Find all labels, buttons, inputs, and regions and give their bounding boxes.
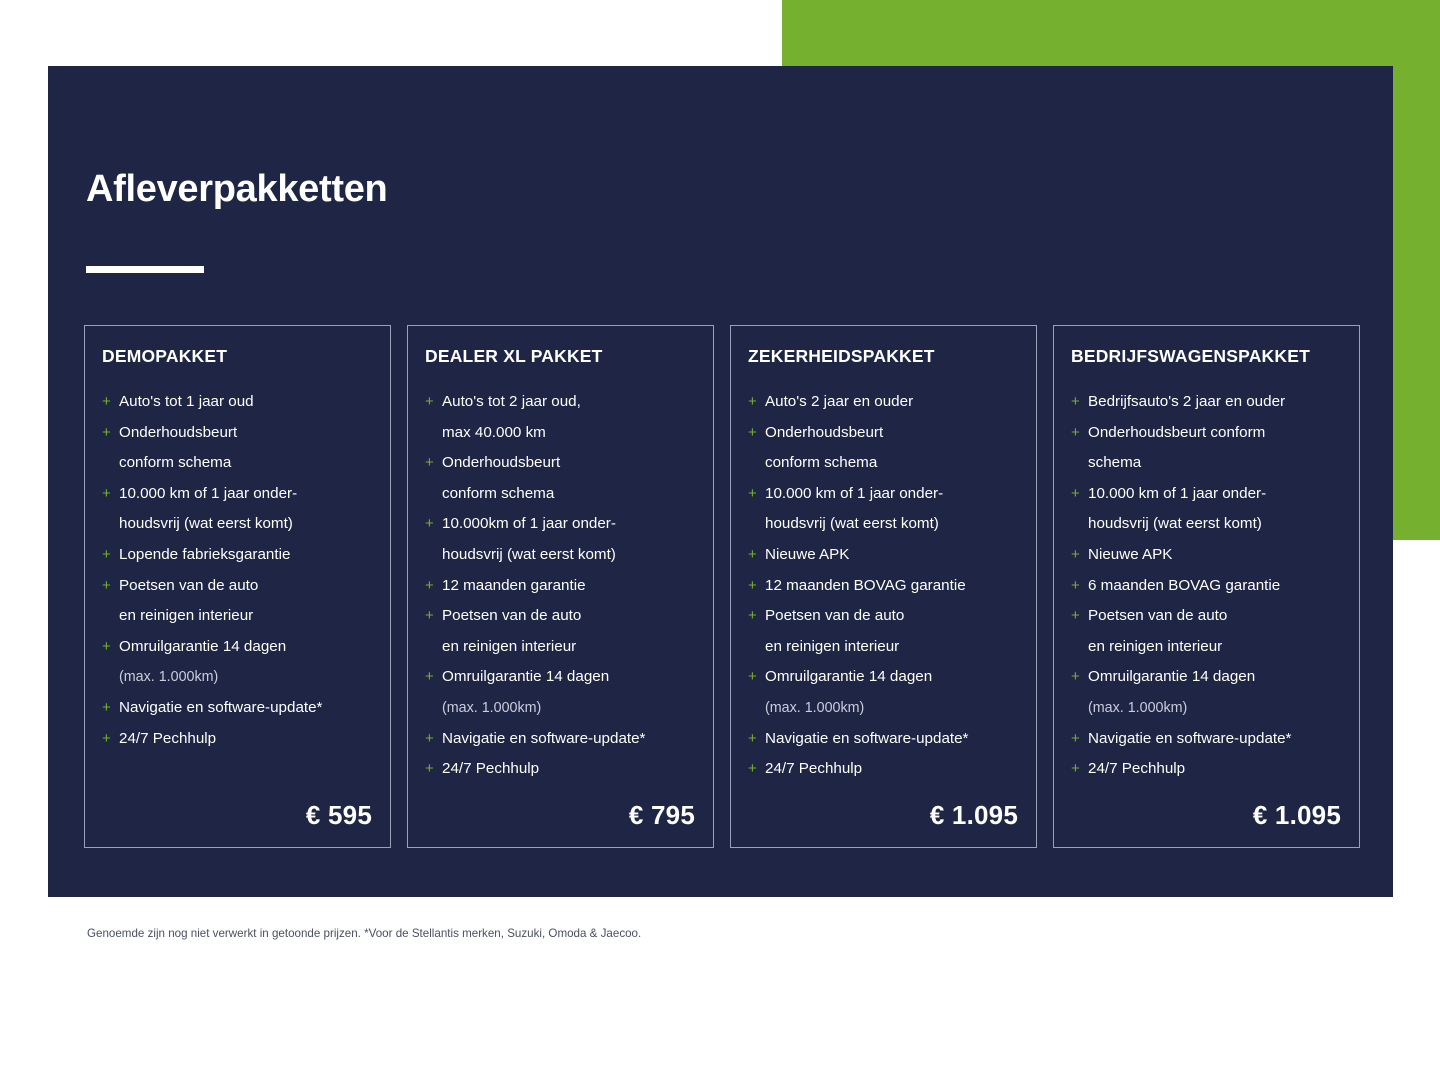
feature-text-continued: en reinigen interieur	[442, 637, 577, 655]
feature-text-continued: schema	[1088, 454, 1142, 472]
plus-icon: +	[102, 484, 111, 502]
feature-text: Onderhoudsbeurt	[119, 423, 238, 441]
feature-text: Poetsen van de auto	[1088, 607, 1228, 625]
feature-subnote: (max. 1.000km)	[119, 669, 219, 686]
feature-item	[1071, 724, 1341, 755]
feature-list	[425, 387, 695, 786]
feature-item	[748, 540, 1018, 571]
feature-subnote: (max. 1.000km)	[1088, 699, 1188, 716]
plus-icon: +	[748, 607, 757, 625]
feature-text: Lopende fabrieksgarantie	[119, 545, 291, 563]
feature-text: 24/7 Pechhulp	[1088, 760, 1186, 778]
plus-icon: +	[748, 576, 757, 594]
feature-text-continued: conform schema	[765, 454, 878, 472]
feature-text-continued: en reinigen interieur	[1088, 637, 1223, 655]
plus-icon: +	[748, 760, 757, 778]
package-card	[730, 325, 1037, 848]
feature-item	[1071, 540, 1341, 571]
feature-item	[1071, 571, 1341, 602]
feature-item	[748, 387, 1018, 418]
feature-item	[425, 601, 695, 662]
plus-icon: +	[425, 668, 434, 686]
plus-icon: +	[1071, 545, 1080, 563]
feature-item	[748, 724, 1018, 755]
feature-item	[1071, 387, 1341, 418]
feature-text: 12 maanden BOVAG garantie	[765, 576, 966, 594]
feature-text: Poetsen van de auto	[765, 607, 905, 625]
plus-icon: +	[748, 484, 757, 502]
package-card-title: BEDRIJFSWAGENSPAKKET	[1071, 346, 1310, 366]
plus-icon: +	[1071, 729, 1080, 747]
feature-text: Onderhoudsbeurt	[442, 454, 561, 472]
feature-text: Omruilgarantie 14 dagen	[119, 637, 287, 655]
feature-text: Omruilgarantie 14 dagen	[1088, 668, 1256, 686]
feature-text: 12 maanden garantie	[442, 576, 586, 594]
plus-icon: +	[102, 637, 111, 655]
feature-text: Omruilgarantie 14 dagen	[442, 668, 610, 686]
feature-text: 10.000 km of 1 jaar onder-	[119, 484, 298, 502]
feature-item	[102, 418, 372, 479]
feature-item	[102, 724, 372, 755]
plus-icon: +	[102, 545, 111, 563]
feature-item	[102, 387, 372, 418]
feature-text: 6 maanden BOVAG garantie	[1088, 576, 1281, 594]
feature-item	[1071, 754, 1341, 785]
plus-icon: +	[748, 423, 757, 441]
feature-item	[1071, 479, 1341, 540]
feature-item	[102, 632, 372, 693]
plus-icon: +	[425, 576, 434, 594]
feature-text: 24/7 Pechhulp	[119, 729, 217, 747]
plus-icon: +	[1071, 607, 1080, 625]
plus-icon: +	[748, 545, 757, 563]
feature-list	[102, 387, 372, 786]
feature-item	[102, 571, 372, 632]
feature-item	[748, 754, 1018, 785]
feature-text-continued: conform schema	[442, 484, 555, 502]
feature-text-continued: max 40.000 km	[442, 423, 546, 441]
feature-text: Poetsen van de auto	[119, 576, 259, 594]
plus-icon: +	[748, 729, 757, 747]
package-price: € 795	[628, 800, 695, 830]
feature-item	[1071, 662, 1341, 723]
plus-icon: +	[425, 515, 434, 533]
feature-text-continued: houdsvrij (wat eerst komt)	[765, 515, 939, 533]
plus-icon: +	[1071, 423, 1080, 441]
feature-item	[425, 509, 695, 570]
feature-item	[425, 448, 695, 509]
title-divider	[86, 266, 204, 273]
feature-text-continued: conform schema	[119, 454, 232, 472]
plus-icon: +	[425, 454, 434, 472]
feature-text: Onderhoudsbeurt conform	[1088, 423, 1266, 441]
package-card	[84, 325, 391, 848]
feature-text-continued: houdsvrij (wat eerst komt)	[1088, 515, 1262, 533]
page-title: Afleverpakketten	[86, 168, 388, 210]
package-card	[407, 325, 714, 848]
feature-item	[102, 540, 372, 571]
package-card-list	[84, 325, 1361, 848]
feature-item	[748, 418, 1018, 479]
feature-item	[425, 754, 695, 785]
package-card-title: DEALER XL PAKKET	[425, 346, 603, 366]
package-price: € 1.095	[1252, 800, 1341, 830]
feature-text: Nieuwe APK	[765, 545, 850, 563]
package-price: € 595	[305, 800, 372, 830]
feature-subnote: (max. 1.000km)	[765, 699, 865, 716]
plus-icon: +	[102, 698, 111, 716]
plus-icon: +	[425, 760, 434, 778]
plus-icon: +	[102, 729, 111, 747]
feature-text-continued: houdsvrij (wat eerst komt)	[442, 545, 616, 563]
feature-item	[748, 479, 1018, 540]
plus-icon: +	[1071, 760, 1080, 778]
feature-item	[748, 662, 1018, 723]
feature-text: 24/7 Pechhulp	[442, 760, 540, 778]
feature-text-continued: en reinigen interieur	[119, 607, 254, 625]
plus-icon: +	[1071, 393, 1080, 410]
feature-text: Auto's 2 jaar en ouder	[765, 393, 914, 410]
feature-text: Onderhoudsbeurt	[765, 423, 884, 441]
plus-icon: +	[748, 668, 757, 686]
feature-item	[425, 387, 695, 448]
plus-icon: +	[748, 393, 757, 410]
feature-item	[748, 571, 1018, 602]
feature-list	[1071, 387, 1341, 786]
feature-text: Auto's tot 2 jaar oud,	[442, 393, 581, 410]
feature-text: Navigatie en software-update*	[1088, 729, 1292, 747]
feature-text: 10.000 km of 1 jaar onder-	[765, 484, 944, 502]
feature-text: Navigatie en software-update*	[442, 729, 646, 747]
feature-item	[1071, 418, 1341, 479]
feature-subnote: (max. 1.000km)	[442, 699, 542, 716]
plus-icon: +	[1071, 576, 1080, 594]
feature-text: Auto's tot 1 jaar oud	[119, 393, 254, 410]
feature-item	[425, 662, 695, 723]
feature-text: Omruilgarantie 14 dagen	[765, 668, 933, 686]
feature-text-continued: en reinigen interieur	[765, 637, 900, 655]
feature-list	[748, 387, 1018, 786]
footnote: Genoemde zijn nog niet verwerkt in getoonde prijzen. *Voor de Stellantis merken, Suzuki, Omoda & Jaecoo.	[87, 927, 642, 940]
feature-item	[425, 571, 695, 602]
package-card-title: DEMOPAKKET	[102, 346, 228, 366]
plus-icon: +	[425, 393, 434, 410]
plus-icon: +	[102, 576, 111, 594]
feature-text: 10.000 km of 1 jaar onder-	[1088, 484, 1267, 502]
feature-text-continued: houdsvrij (wat eerst komt)	[119, 515, 293, 533]
plus-icon: +	[425, 607, 434, 625]
feature-item	[425, 724, 695, 755]
feature-text: Bedrijfsauto's 2 jaar en ouder	[1088, 393, 1286, 410]
plus-icon: +	[102, 423, 111, 441]
feature-item	[748, 601, 1018, 662]
feature-text: Navigatie en software-update*	[119, 698, 323, 716]
plus-icon: +	[1071, 484, 1080, 502]
plus-icon: +	[425, 729, 434, 747]
package-price: € 1.095	[929, 800, 1018, 830]
feature-text: Poetsen van de auto	[442, 607, 582, 625]
plus-icon: +	[1071, 668, 1080, 686]
package-card	[1053, 325, 1360, 848]
feature-text: Nieuwe APK	[1088, 545, 1173, 563]
plus-icon: +	[102, 393, 111, 410]
feature-item	[1071, 601, 1341, 662]
feature-text: 24/7 Pechhulp	[765, 760, 863, 778]
feature-text: 10.000km of 1 jaar onder-	[442, 515, 616, 533]
package-card-title: ZEKERHEIDSPAKKET	[748, 346, 935, 366]
feature-item	[102, 479, 372, 540]
feature-text: Navigatie en software-update*	[765, 729, 969, 747]
feature-item	[102, 693, 372, 724]
